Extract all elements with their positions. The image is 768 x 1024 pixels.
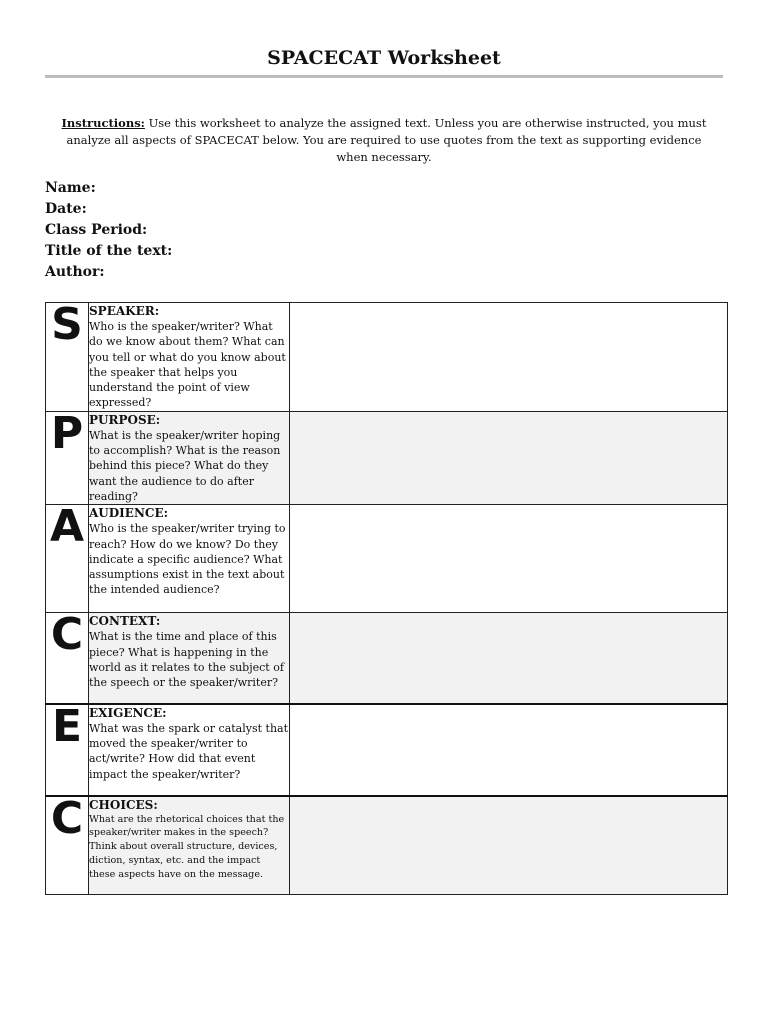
header-fields <box>45 178 172 283</box>
speaker-prompt <box>89 303 290 412</box>
category-name: EXIGENCE: <box>89 705 167 720</box>
date-field[interactable]: Date: <box>45 201 87 217</box>
row-letter: E <box>46 704 89 796</box>
class-period-field[interactable]: Class Period: <box>45 222 148 238</box>
purpose-response-cell[interactable] <box>290 411 728 504</box>
context-row <box>46 613 728 704</box>
category-description: What is the speaker/writer hoping to accomplish? What is the reason behind this piece? What do they want the audience to do after reading? <box>89 428 281 503</box>
text-title-field[interactable]: Title of the text: <box>45 243 173 259</box>
category-name: CHOICES: <box>89 797 158 812</box>
category-description: What are the rhetorical choices that the speaker/writer makes in the speech? Think about overall structure, devices, diction, syntax, etc. and the impact these aspects have on the message. <box>89 813 285 880</box>
choices-prompt <box>89 796 290 895</box>
context-response-cell[interactable] <box>290 613 728 704</box>
exigence-prompt <box>89 704 290 796</box>
author-field[interactable]: Author: <box>45 264 105 280</box>
spacecat-table <box>45 299 728 895</box>
row-letter: S <box>46 303 89 412</box>
audience-prompt <box>89 505 290 613</box>
row-letter: C <box>46 796 89 895</box>
category-description: Who is the speaker/writer trying to reach? How do we know? Do they indicate a specific audience? What assumptions exist in the text about the intended audience? <box>89 522 286 597</box>
instructions-text: Use this worksheet to analyze the assigned text. Unless you are otherwise instructed, you must analyze all aspects of SPACECAT below. You are required to use quotes from the text as supporting evidence when necessary. <box>66 116 707 164</box>
category-description: What was the spark or catalyst that moved the speaker/writer to act/write? How did that event impact the speaker/writer? <box>89 721 289 781</box>
instructions-label: Instructions: <box>61 116 145 130</box>
category-description: Who is the speaker/writer? What do we know about them? What can you tell or what do you know about the speaker that helps you understand the point of view expressed? <box>89 320 286 410</box>
instructions <box>58 115 710 166</box>
purpose-row <box>46 411 728 504</box>
row-letter: C <box>46 613 89 704</box>
choices-response-cell[interactable] <box>290 796 728 895</box>
exigence-row <box>46 704 728 796</box>
context-prompt <box>89 613 290 704</box>
choices-row <box>46 796 728 895</box>
category-name: SPEAKER: <box>89 304 160 318</box>
category-name: AUDIENCE: <box>89 506 169 521</box>
category-description: What is the time and place of this piece? What is happening in the world as it relates to the subject of the speech or the speaker/writer? <box>89 630 284 690</box>
category-name: CONTEXT: <box>89 614 161 629</box>
audience-response-cell[interactable] <box>290 505 728 613</box>
name-field[interactable]: Name: <box>45 180 96 196</box>
row-letter: A <box>46 505 89 613</box>
audience-row <box>46 505 728 613</box>
row-letter: P <box>46 411 89 504</box>
purpose-prompt <box>89 411 290 504</box>
category-name: PURPOSE: <box>89 412 161 427</box>
title-divider <box>45 75 723 78</box>
exigence-response-cell[interactable] <box>290 704 728 796</box>
speaker-response-cell[interactable] <box>290 303 728 412</box>
speaker-row <box>46 303 728 412</box>
page-title: SPACECAT Worksheet <box>267 47 501 69</box>
